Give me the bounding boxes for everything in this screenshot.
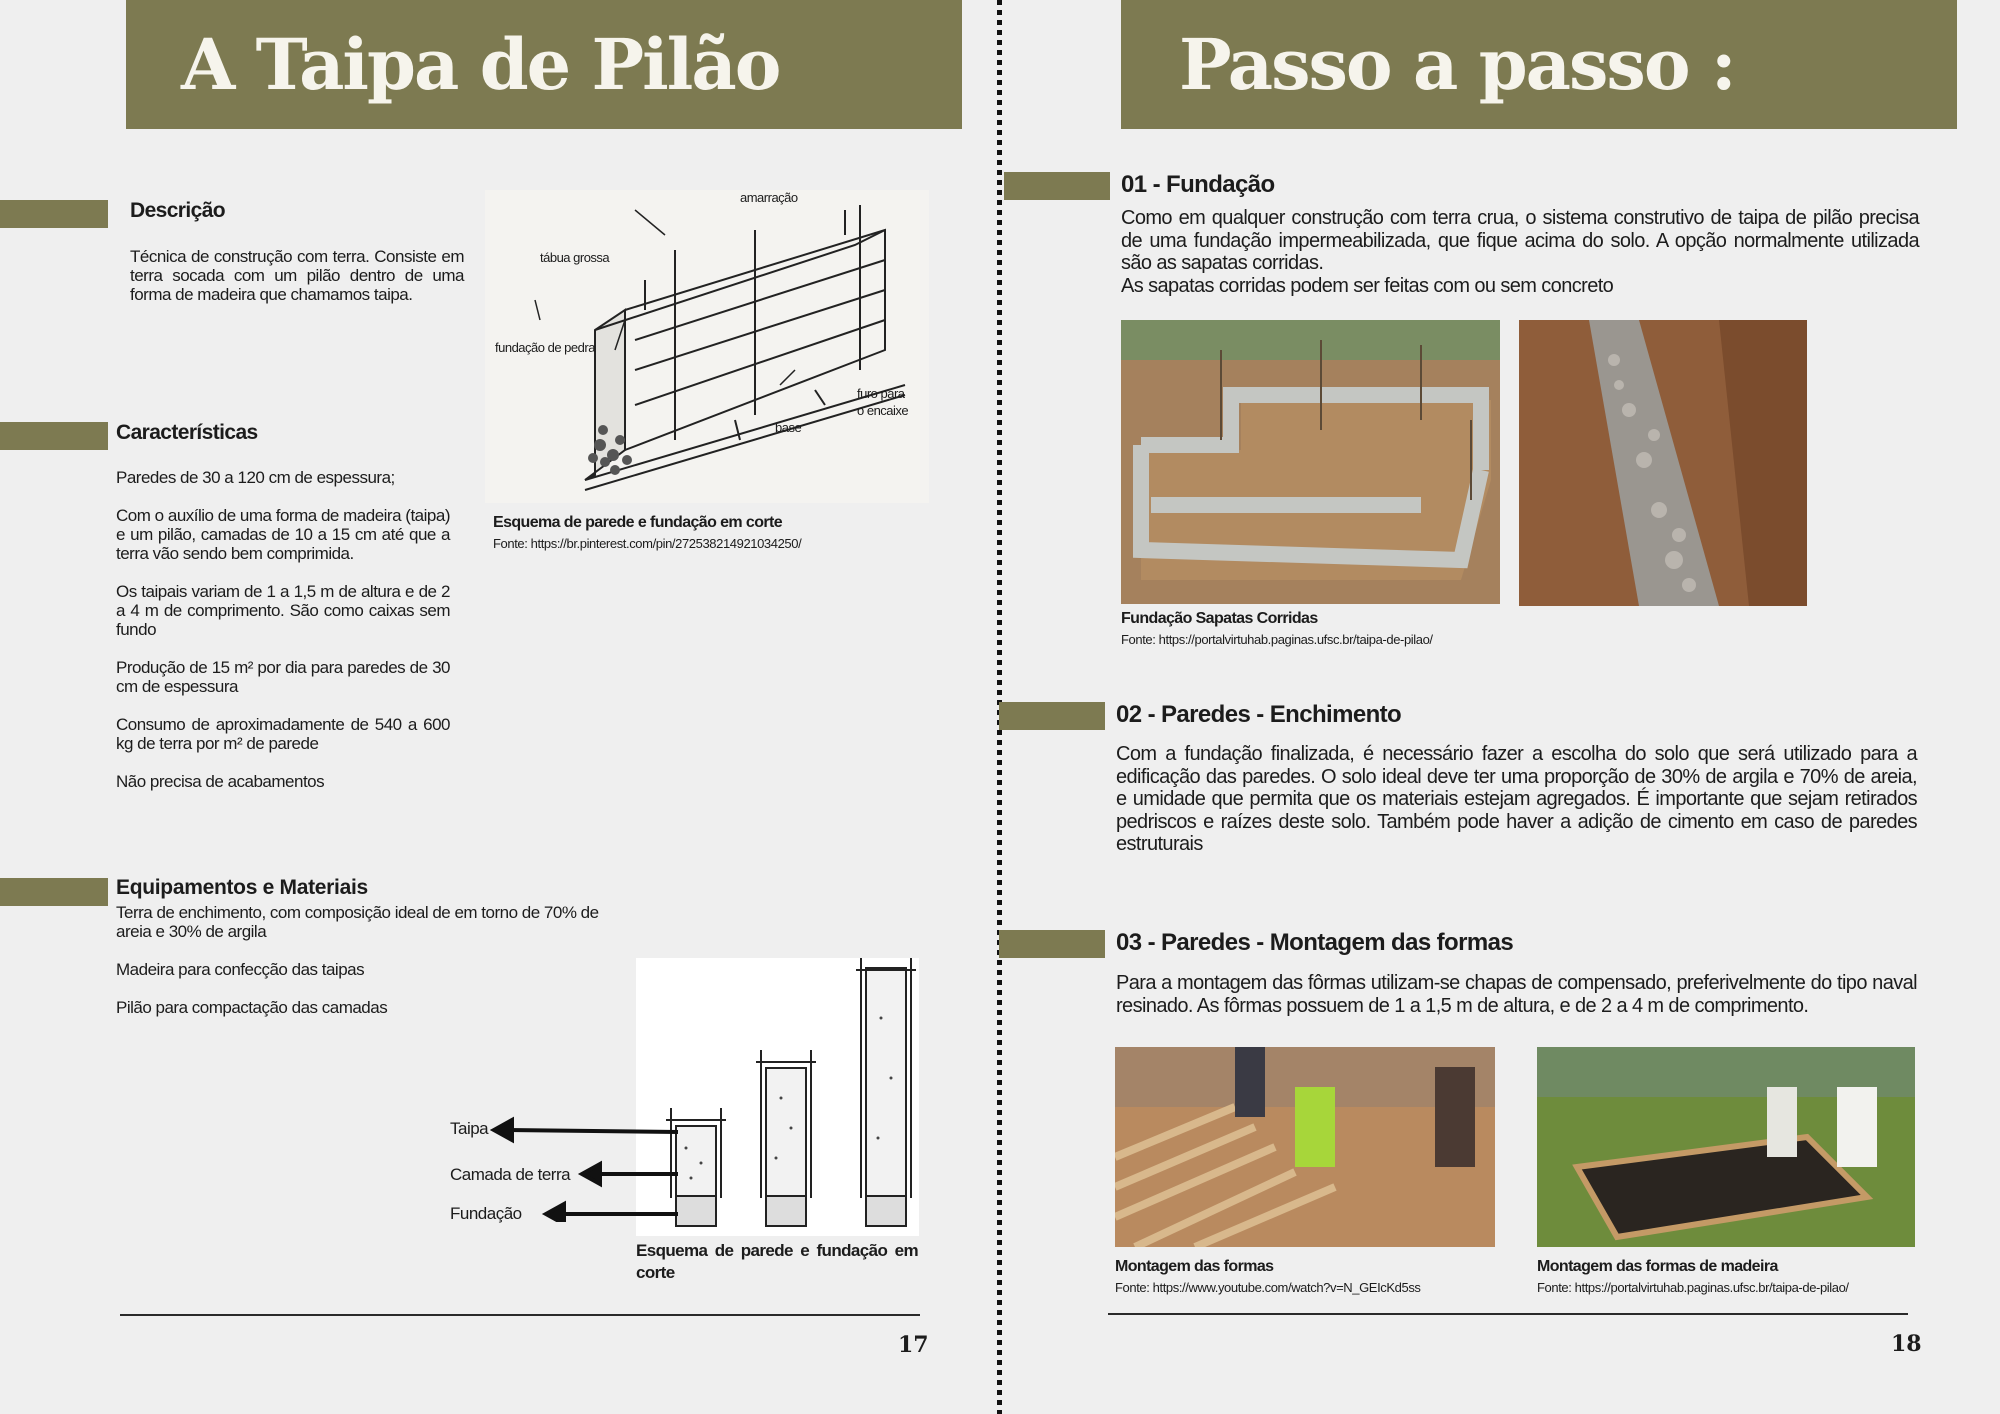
arrow-label-taipa: Taipa <box>450 1119 489 1138</box>
step1-source: Fonte: https://portalvirtuhab.paginas.ufsc.br/taipa-de-pilao/ <box>1121 632 1433 647</box>
step1-paragraph-2: As sapatas corridas podem ser feitas com ou sem concreto <box>1121 274 1614 297</box>
caracteristica-item: Consumo de aproximadamente de 540 a 600 kg de terra por m² de parede <box>116 715 450 753</box>
trench-photo <box>1519 320 1807 606</box>
step3-text: Para a montagem das fôrmas utilizam-se chapas de compensado, preferivelmente do tipo naval resinado. As fôrmas possuem de 1 a 1,5 m de altura, e de 2 a 4 m de comprimento. <box>1116 972 1917 1017</box>
step3-photo1-caption: Montagem das formas <box>1115 1258 1274 1275</box>
right-page-title: Passo a passo : <box>1179 23 1735 106</box>
right-page-number: 18 <box>1891 1331 1922 1357</box>
equipamentos-list <box>116 903 606 1036</box>
right-title-banner <box>1121 0 1957 129</box>
caracteristica-item: Os taipais variam de 1 a 1,5 m de altura e de 2 a 4 m de comprimento. São como caixas sem fundo <box>116 582 450 639</box>
caracteristicas-list <box>116 468 450 810</box>
step3-photo2-source: Fonte: https://portalvirtuhab.paginas.ufsc.br/taipa-de-pilao/ <box>1537 1280 1849 1295</box>
label-tabua-grossa: tábua grossa <box>540 250 610 265</box>
figure1-caption: Esquema de parede e fundação em corte <box>493 514 783 531</box>
wood-forms-photo <box>1537 1047 1915 1247</box>
caracteristica-item: Não precisa de acabamentos <box>116 772 325 791</box>
right-footer-rule <box>1108 1313 1908 1315</box>
arrow-label-fundacao: Fundação <box>450 1204 522 1223</box>
step2-heading: 02 - Paredes - Enchimento <box>1116 701 1402 728</box>
left-title-banner <box>126 0 962 129</box>
equipamentos-tab <box>0 878 108 906</box>
step1-heading: 01 - Fundação <box>1121 171 1275 198</box>
figure2-caption: Esquema de parede e fundação em corte <box>636 1241 918 1282</box>
step3-photo1-source: Fonte: https://www.youtube.com/watch?v=N_GEIcKd5ss <box>1115 1280 1421 1295</box>
step1-paragraph: Como em qualquer construção com terra crua, o sistema construtivo de taipa de pilão precisa de uma fundação impermeabilizada, que fique acima do solo. A opção normalmente utilizada são as sapatas corridas. <box>1121 207 1919 274</box>
wall-section-sketch <box>485 190 929 503</box>
step3-tab <box>999 930 1105 958</box>
step3-heading: 03 - Paredes - Montagem das formas <box>1116 929 1514 956</box>
label-base: base <box>775 420 802 435</box>
equipamentos-heading: Equipamentos e Materiais <box>116 876 368 899</box>
wood-forms-photo-art <box>1537 1047 1915 1247</box>
equipamento-item: Madeira para confecção das taipas <box>116 960 365 979</box>
label-furo-2: o encaixe <box>857 403 909 418</box>
caracteristicas-heading: Características <box>116 421 258 444</box>
foundation-photo <box>1121 320 1500 604</box>
caracteristica-item: Produção de 15 m² por dia para paredes de 30 cm de espessura <box>116 658 450 696</box>
step2-tab <box>999 702 1105 730</box>
equipamento-item: Terra de enchimento, com composição ideal de em torno de 70% de areia e 30% de argila <box>116 903 599 941</box>
figure1-source: Fonte: https://br.pinterest.com/pin/272538214921034250/ <box>493 536 802 551</box>
step1-tab <box>1004 172 1110 200</box>
foundation-photo-art <box>1121 320 1500 604</box>
step1-caption: Fundação Sapatas Corridas <box>1121 610 1318 627</box>
trench-photo-art <box>1519 320 1807 606</box>
left-footer-rule <box>120 1314 920 1316</box>
step3-photo2-caption: Montagem das formas de madeira <box>1537 1258 1778 1275</box>
forms-assembly-photo <box>1115 1047 1495 1247</box>
left-page-number: 17 <box>898 1332 929 1358</box>
descricao-heading: Descrição <box>130 199 225 222</box>
label-furo-1: furo para <box>857 386 905 401</box>
descricao-text: Técnica de construção com terra. Consiste em terra socada com um pilão dentro de uma forma de madeira que chamamos taipa. <box>130 247 464 304</box>
step2-text: Com a fundação finalizada, é necessário fazer a escolha do solo que será utilizado para a edificação das paredes. O solo ideal deve ter uma proporção de 30% de argila e 70% de areia, e umidade que permita que os materiais estejam agregados. É importante que sejam retirados pedriscos e raízes deste solo. Também pode haver a adição de cimento em caso de paredes estruturais <box>1116 743 1917 855</box>
forms-assembly-photo-art <box>1115 1047 1495 1247</box>
left-page-title: A Taipa de Pilão <box>181 23 780 106</box>
descricao-tab <box>0 200 108 228</box>
label-amarracao: amarração <box>740 190 798 205</box>
caracteristicas-tab <box>0 422 108 450</box>
label-fundacao-pedra: fundação de pedra <box>495 340 595 355</box>
equipamento-item: Pilão para compactação das camadas <box>116 998 388 1017</box>
arrow-label-camada: Camada de terra <box>450 1165 571 1184</box>
caracteristica-item: Paredes de 30 a 120 cm de espessura; <box>116 468 395 487</box>
step1-text <box>1121 207 1919 297</box>
caracteristica-item: Com o auxílio de uma forma de madeira (taipa) e um pilão, camadas de 10 a 15 cm até que a terra vão sendo bem comprimida. <box>116 506 450 563</box>
